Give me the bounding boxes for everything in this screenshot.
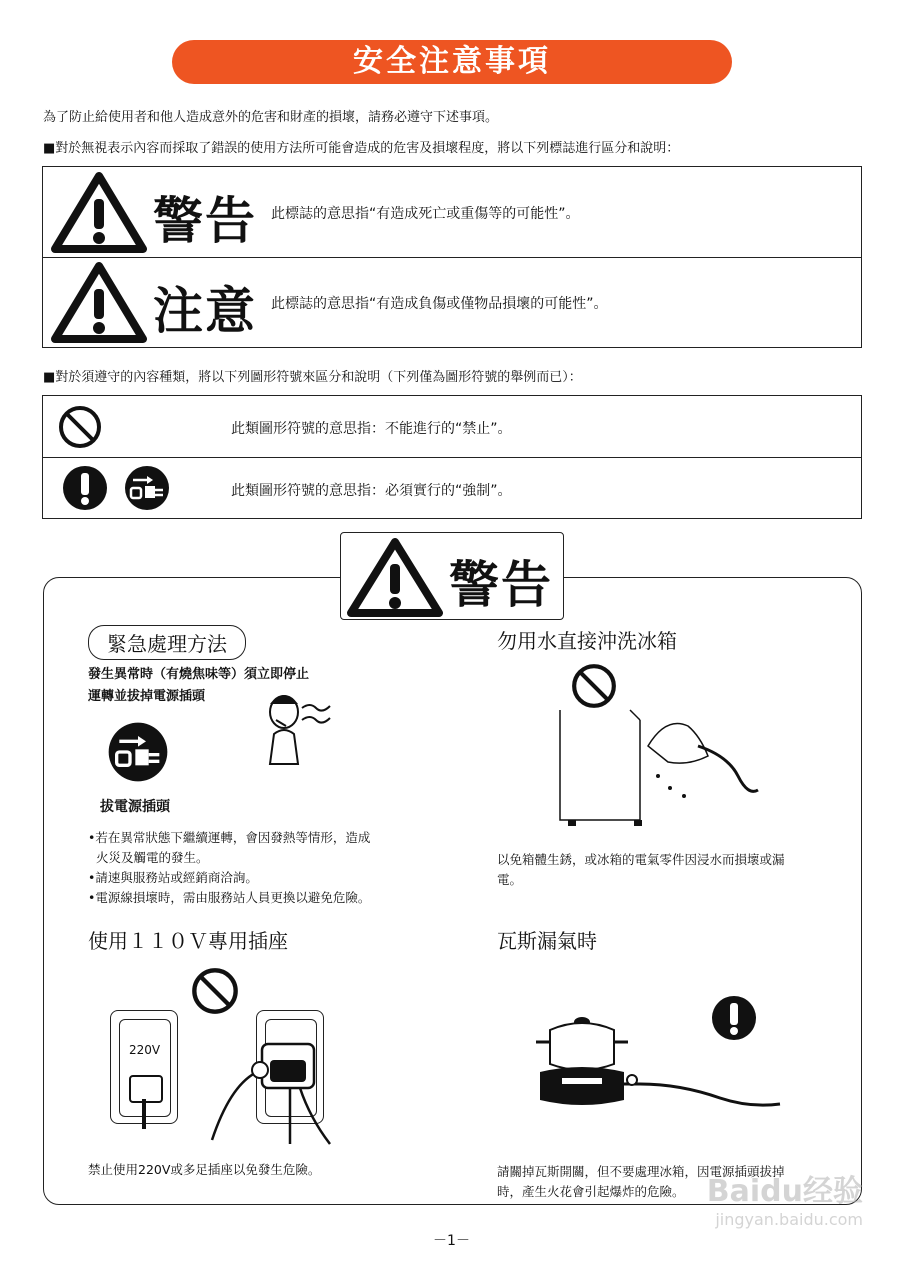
outlet-plate-label: 220V [129, 1043, 161, 1057]
plug-icon [129, 1075, 163, 1103]
unplug-icon [106, 720, 170, 784]
symbols-table [42, 395, 862, 519]
gas-title: 瓦斯漏氣時 [497, 929, 597, 953]
prohibition-icon [570, 662, 618, 710]
refrigerator-water-illustration [548, 706, 768, 830]
levels-table [42, 166, 862, 348]
outlet-plate-220v [110, 1010, 178, 1124]
water-text-1: 以免箱體生銹，或冰箱的電氣零件因浸水而損壞或漏 [497, 852, 785, 867]
prohibition-icon [57, 404, 103, 450]
level-word-caution: 注意 [153, 282, 257, 340]
outlet-title: 使用１１０Ｖ專用插座 [88, 929, 288, 953]
intro-line-2: ■對於無視表示內容而採取了錯誤的使用方法所可能會造成的危害及損壞程度，將以下列標誌進行區分和說明： [43, 141, 680, 156]
emergency-bullet-2: 火災及觸電的發生。 [88, 850, 209, 865]
unplug-label: 拔電源插頭 [100, 799, 170, 815]
level-desc-caution: 此標誌的意思指“有造成負傷或僅物品損壞的可能性”。 [271, 296, 608, 312]
emergency-bullet-1: •若在異常狀態下繼續運轉，會因發熱等情形，造成 [88, 830, 371, 845]
symbol-desc-mandatory: 此類圖形符號的意思指：必須實行的“強制”。 [231, 483, 512, 499]
warning-triangle-icon [347, 537, 443, 617]
emergency-lead-1: 發生異常時（有燒焦味等）須立即停止 [88, 667, 310, 682]
page-title: 安全注意事項 [172, 40, 732, 84]
gas-text-2: 時，產生火花會引起爆炸的危險。 [497, 1184, 685, 1199]
symbols-intro: ■對於須遵守的內容種類，將以下列圖形符號來區分和說明（下列僅為圖形符號的舉例而已）： [43, 370, 582, 385]
emergency-lead-2: 運轉並拔掉電源插頭 [88, 689, 206, 704]
mandatory-icon [61, 464, 109, 512]
warning-triangle-icon [51, 171, 147, 253]
water-text-2: 電。 [497, 872, 523, 887]
prohibition-icon [190, 966, 240, 1016]
level-desc-warning: 此標誌的意思指“有造成死亡或重傷等的可能性”。 [271, 206, 580, 222]
gas-text-1: 請關掉瓦斯開關，但不要處理冰箱，因電源插頭拔掉 [497, 1164, 785, 1179]
person-smelling-smoke-illustration [250, 686, 334, 768]
watermark-brand: Baidu经验 [706, 1174, 863, 1209]
unplug-icon [123, 464, 171, 512]
symbol-desc-prohibit: 此類圖形符號的意思指：不能進行的“禁止”。 [231, 421, 512, 437]
emergency-bullet-4: •電源線損壞時，需由服務站人員更換以避免危險。 [88, 890, 371, 905]
warning-header-box [340, 532, 564, 620]
emergency-title: 緊急處理方法 [88, 625, 246, 660]
warning-header-word: 警告 [449, 556, 553, 614]
outlet-caption: 禁止使用220V或多足插座以免發生危險。 [88, 1162, 321, 1177]
caution-triangle-icon [51, 261, 147, 343]
emergency-bullet-3: •請速與服務站或經銷商洽詢。 [88, 870, 258, 885]
gas-stove-illustration [532, 1008, 786, 1118]
water-title: 勿用水直接沖洗冰箱 [497, 629, 677, 653]
multi-plug-adapter-illustration [200, 1030, 340, 1148]
level-word-warning: 警告 [153, 192, 257, 250]
intro-line-1: 為了防止給使用者和他人造成意外的危害和財產的損壞，請務必遵守下述事項。 [43, 110, 499, 125]
page-number: －1－ [433, 1233, 470, 1249]
watermark-url: jingyan.baidu.com [715, 1210, 863, 1229]
